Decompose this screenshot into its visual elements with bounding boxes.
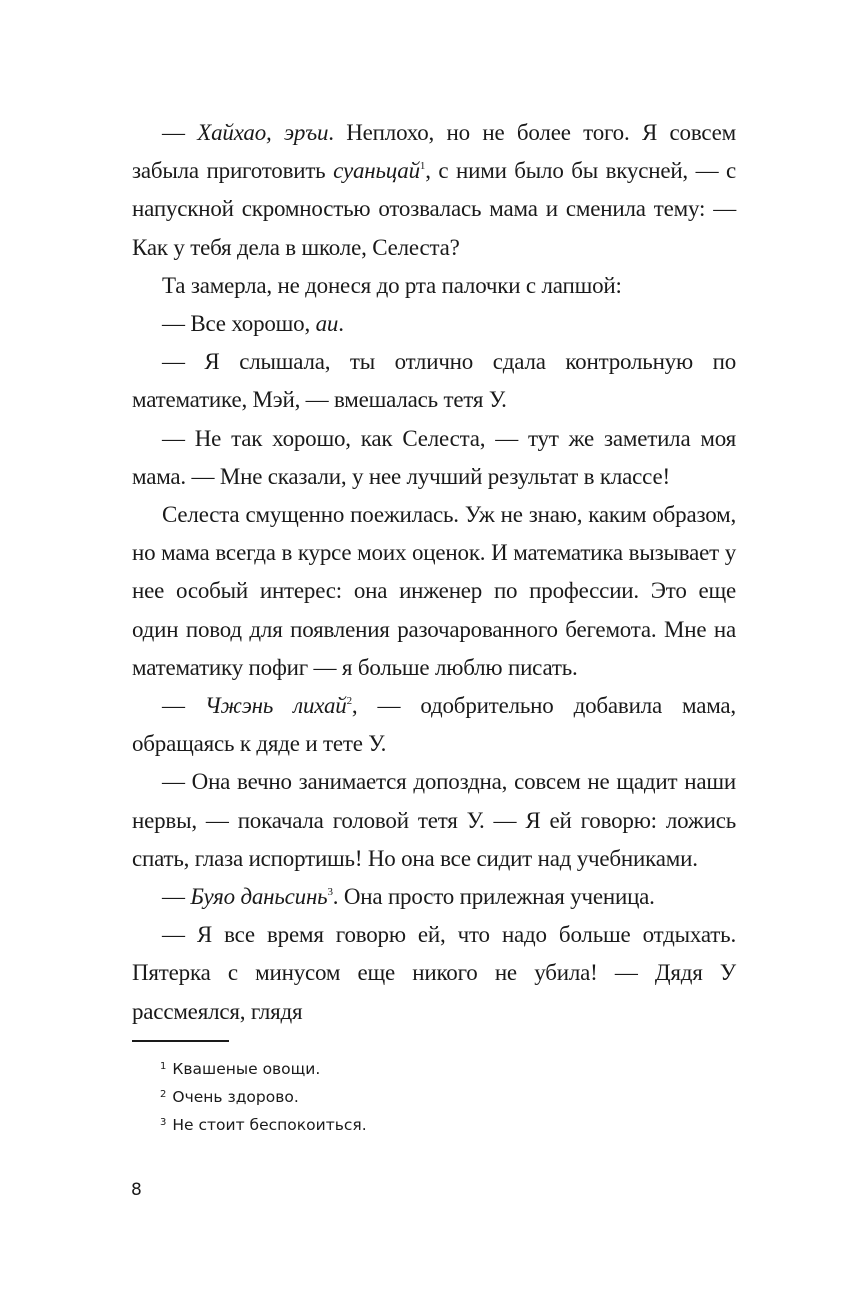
paragraph xyxy=(132,878,736,916)
text-run: — Я все время говорю ей, что надо больше отдыхать. Пятерка с минусом еще никого не убила! — Дядя У рассмеялся, глядя xyxy=(132,922,736,1024)
paragraph xyxy=(132,687,736,763)
text-run: , с ними было бы вкусней, — с напускной скромностью отозвалась мама и сменила тему: — Как у тебя дела в школе, Селеста? xyxy=(132,158,737,260)
text-run: — xyxy=(162,884,191,910)
footnote-ref: 2 xyxy=(346,695,352,708)
text-run: — Не так хорошо, как Селеста, — тут же заметила моя мама. — Мне сказали, у нее лучший результат в классе! xyxy=(132,425,736,489)
text-run: аи xyxy=(315,311,339,337)
paragraph xyxy=(132,763,736,878)
text-run: , — одобрительно добавила мама, обращаясь к дяде и тете У. xyxy=(132,693,736,757)
text-run: — Она вечно занимается допоздна, совсем не щадит наши нервы, — покачала головой тетя У. — Я ей говорю: ложись спать, глаза испортишь! Но она все сидит над учебниками. xyxy=(132,769,736,871)
paragraph xyxy=(132,343,736,419)
text-run: Чжэнь лихай xyxy=(204,693,347,719)
page-number: 8 xyxy=(131,1180,142,1200)
footnote-1: $^1$ Квашеные овощи. xyxy=(160,1060,321,1078)
text-run: суаньцай xyxy=(333,158,420,184)
text-run: Селеста смущенно поежилась. Уж не знаю, каким образом, но мама всегда в курсе моих оценок. И математика вызывает у нее особый интерес: она инженер по профессии. Это еще один повод для появления разочарованного бегемота. Мне на математику пофиг — я больше люблю писать. xyxy=(132,502,736,680)
footnote-3: $^3$ Не стоит беспокоиться. xyxy=(160,1116,367,1134)
text-run: — xyxy=(162,120,198,145)
text-run: . Она просто прилежная ученица. xyxy=(332,884,655,910)
body-text xyxy=(132,114,736,1031)
text-run: . Неплохо, но не более того. Я совсем забыла приготовить xyxy=(132,120,737,184)
paragraph xyxy=(132,496,736,687)
paragraph xyxy=(132,267,736,305)
text-run: Буяо даньсинь xyxy=(190,884,328,910)
footnote-ref: 3 xyxy=(327,886,333,899)
paragraph xyxy=(132,420,736,496)
paragraph xyxy=(132,305,736,343)
footnotes xyxy=(160,1054,720,1138)
text-run: . xyxy=(338,311,344,337)
paragraph xyxy=(132,114,736,267)
text-run: Хайхао, эръи xyxy=(197,120,329,145)
footnote-divider xyxy=(132,1040,229,1042)
text-run: — Все хорошо, xyxy=(162,311,316,337)
text-run: — Я слышала, ты отлично сдала контрольную по математике, Мэй, — вмешалась тетя У. xyxy=(132,349,736,413)
footnote-2: $^2$ Очень здорово. xyxy=(160,1088,299,1106)
paragraph xyxy=(132,916,736,1031)
text-run: Та замерла, не донеся до рта палочки с лапшой: xyxy=(162,272,622,298)
text-run: — xyxy=(162,693,205,719)
footnote-ref: 1 xyxy=(419,160,426,173)
